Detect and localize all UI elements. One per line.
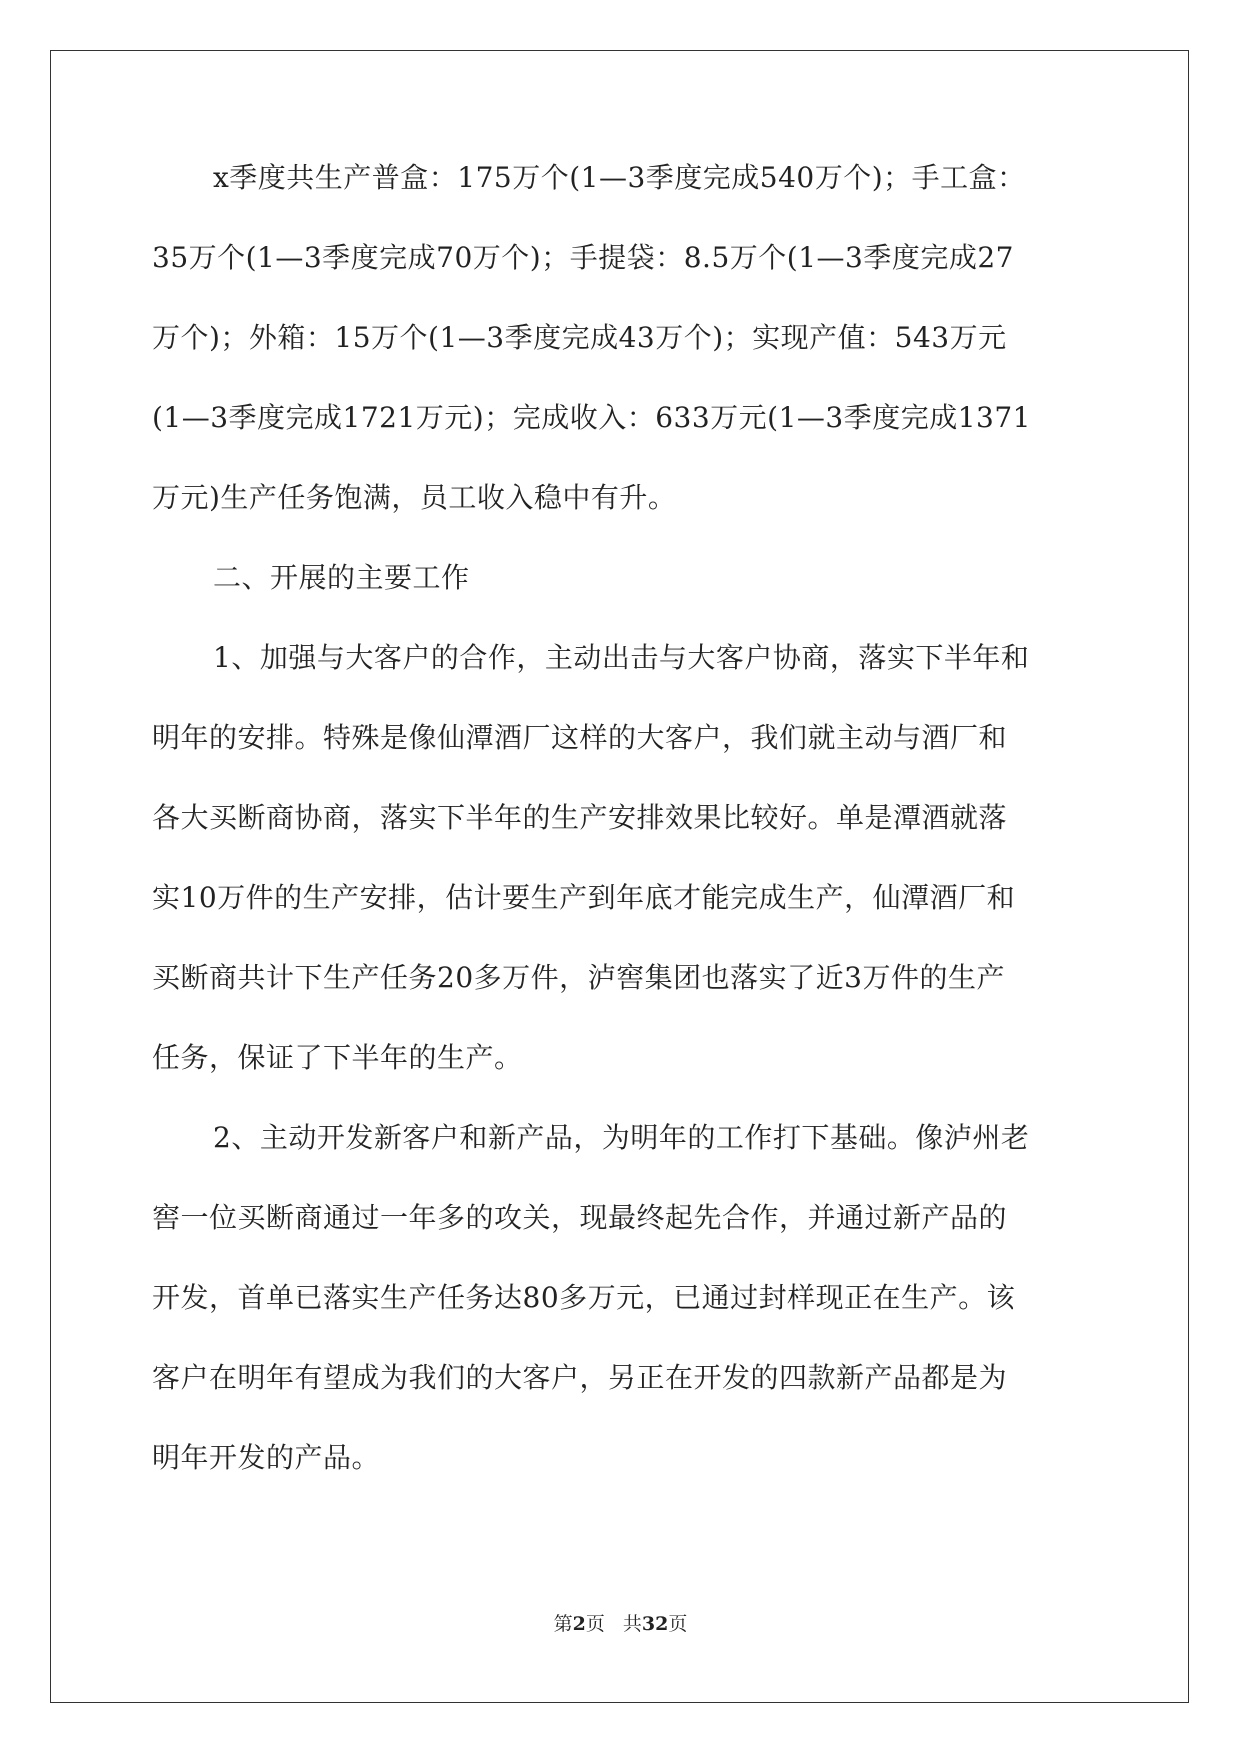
total-suffix: 页 [668,1613,688,1635]
page-prefix: 第 [553,1613,573,1635]
paragraph-line: 窖一位买断商通过一年多的攻关，现最终起先合作，并通过新产品的 [152,1201,1008,1234]
total-prefix: 共 [622,1613,642,1635]
paragraph-line: 实10万件的生产安排，估计要生产到年底才能完成生产，仙潭酒厂和 [152,881,1016,914]
paragraph-line: 开发，首单已落实生产任务达80多万元，已通过封样现正在生产。该 [152,1281,1016,1314]
paragraph-line: 1、加强与大客户的合作，主动出击与大客户协商，落实下半年和 [213,641,1030,674]
paragraph-line: x季度共生产普盒：175万个(1—3季度完成540万个)；手工盒： [213,161,1026,194]
page-suffix: 页 [585,1613,605,1635]
document-body [152,158,1092,1518]
page-footer [0,1612,1241,1636]
paragraph-line: 买断商共计下生产任务20多万件，泸窖集团也落实了近3万件的生产 [152,961,1005,994]
paragraph-line: 明年开发的产品。 [152,1441,381,1474]
paragraph-line: 万个)；外箱：15万个(1—3季度完成43万个)；实现产值：543万元 [152,321,1007,354]
paragraph-line: 明年的安排。特殊是像仙潭酒厂这样的大客户，我们就主动与酒厂和 [152,721,1008,754]
paragraph-line: 任务，保证了下半年的生产。 [152,1041,523,1074]
paragraph-line: 各大买断商协商，落实下半年的生产安排效果比较好。单是潭酒就落 [152,801,1008,834]
page-number: 2 [572,1613,586,1635]
paragraph-line: 35万个(1—3季度完成70万个)；手提袋：8.5万个(1—3季度完成27 [152,241,1014,274]
paragraph-line: 2、主动开发新客户和新产品，为明年的工作打下基础。像泸州老 [213,1121,1030,1154]
paragraph-line: (1—3季度完成1721万元)；完成收入：633万元(1—3季度完成1371 [152,401,1031,434]
total-pages: 32 [641,1613,669,1635]
paragraph-line: 客户在明年有望成为我们的大客户，另正在开发的四款新产品都是为 [152,1361,1008,1394]
section-heading: 二、开展的主要工作 [213,561,470,594]
paragraph-line: 万元)生产任务饱满，员工收入稳中有升。 [152,481,677,514]
